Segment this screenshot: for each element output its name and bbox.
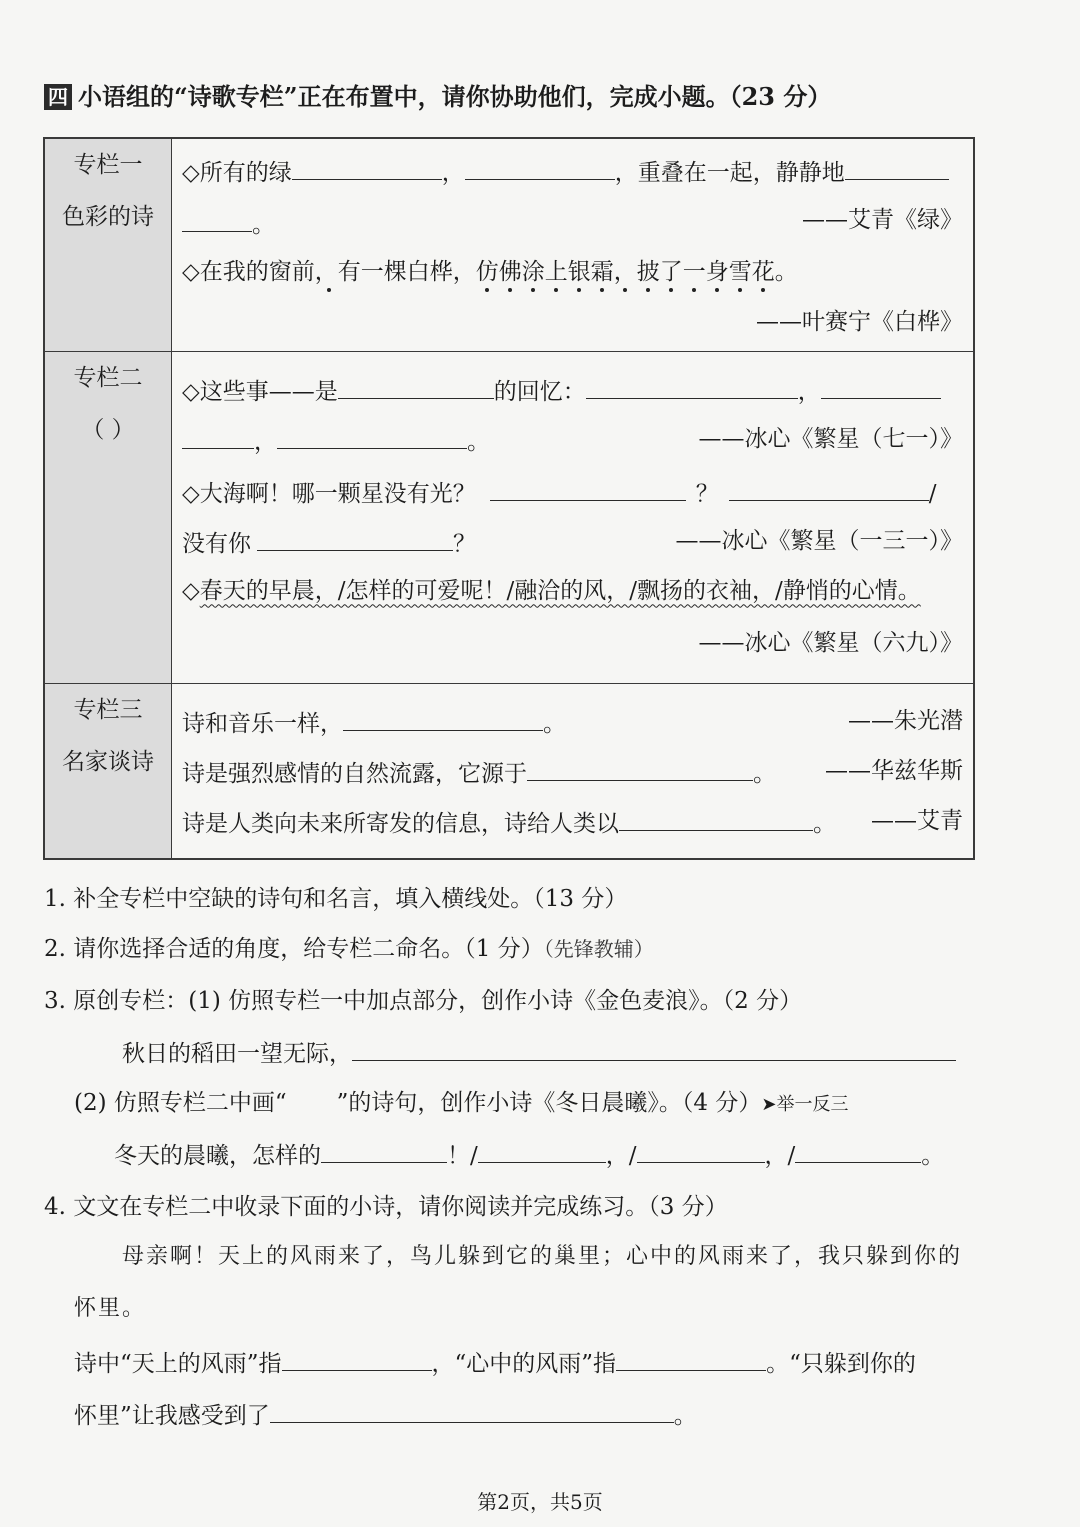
blank-2f[interactable]: [490, 476, 686, 501]
page-number: 第2页，共5页: [477, 1490, 603, 1514]
column-three-content: [172, 683, 975, 859]
birch-poem-line: ◇在我的窗前，有一棵白桦，仿佛涂上银霜，披了一身雪花。: [182, 259, 798, 285]
column-three-subtitle: 名家谈诗: [62, 748, 154, 775]
column-one-label: [44, 138, 172, 351]
stars69-line: ◇春天的早晨，/怎样的可爱呢！/融洽的风，/飘扬的衣袖，/静悄的心情。: [182, 577, 921, 604]
publisher-note: （先锋教辅）: [543, 937, 654, 961]
blank-1b[interactable]: [465, 155, 615, 180]
blank-q3-2b[interactable]: [478, 1138, 606, 1163]
blank-q3-2a[interactable]: [321, 1138, 447, 1163]
blank-2c[interactable]: [821, 374, 941, 399]
blank-2g[interactable]: [729, 476, 929, 501]
blank-2d[interactable]: [182, 424, 254, 449]
column-three-title: 专栏三: [73, 696, 143, 723]
poetry-columns-table: [43, 137, 975, 860]
blank-2h[interactable]: [257, 526, 453, 551]
blank-1c[interactable]: [845, 155, 949, 180]
blank-1d[interactable]: [182, 207, 252, 232]
blank-q3-1[interactable]: [352, 1036, 956, 1061]
section-heading-text: 小语组的“诗歌专栏”正在布置中，请你协助他们，完成小题。（23 分）: [78, 82, 832, 111]
blank-2e[interactable]: [277, 424, 467, 449]
wavy-underlined-verse: 春天的早晨，/怎样的可爱呢！/融洽的风，/飘扬的衣袖，/静悄的心情。: [199, 577, 921, 604]
column-one-title: 专栏一: [73, 152, 143, 178]
blank-3a[interactable]: [343, 706, 543, 731]
column-two-label: [44, 351, 172, 683]
column-two-name-blank[interactable]: （ ）: [81, 416, 135, 443]
question-3: 3. 原创专栏：(1) 仿照专栏一中加点部分，创作小诗《金色麦浪》。（2 分）: [44, 988, 803, 1014]
quote-wordsworth-author: ——华兹华斯: [825, 757, 963, 784]
blank-2b[interactable]: [586, 374, 798, 399]
column-one-row: [44, 138, 974, 351]
blank-3c[interactable]: [619, 806, 813, 831]
blank-2a[interactable]: [338, 374, 494, 399]
question-4-answer-line2: 怀里”让我感受到了 。: [74, 1398, 697, 1431]
quote-aiqing-author: ——艾青: [871, 807, 963, 834]
question-4-answer-line1: 诗中“天上的风雨”指 ，“心中的风雨”指 。“只躲到你的: [74, 1346, 916, 1379]
quote-wordsworth-line: 诗是强烈感情的自然流露，它源于 。: [182, 756, 776, 789]
birch-poem-author: ——叶赛宁《白桦》: [756, 309, 963, 335]
mother-poem-line1: 母亲啊！天上的风雨来了，鸟儿躲到它的巢里；心中的风雨来了，我只躲到你的: [122, 1244, 963, 1269]
practice-arrow-tag: ➤举一反三: [761, 1094, 849, 1115]
blank-q3-2d[interactable]: [795, 1138, 921, 1163]
stars71-author: ——冰心《繁星（七一）》: [698, 425, 963, 452]
question-2: 2. 请你选择合适的角度，给专栏二命名。（1 分）（先锋教辅）: [44, 936, 654, 962]
section-number-badge: 四: [44, 84, 72, 110]
section-heading: [44, 82, 831, 112]
wavy-line-sample: [287, 1088, 337, 1110]
stars69-author: ——冰心《繁星（六九）》: [698, 629, 963, 656]
question-3-2: (2) 仿照专栏二中画“ ”的诗句，创作小诗《冬日晨曦》。（4 分）➤举一反三: [74, 1090, 849, 1116]
green-poem-author: ——艾青《绿》: [802, 207, 963, 233]
mother-poem-line2: 怀里。: [74, 1296, 147, 1321]
blank-q4c[interactable]: [270, 1398, 674, 1423]
stars131-line2: 没有你 ？: [182, 526, 476, 559]
column-two-content: [172, 351, 975, 683]
column-three-row: [44, 683, 974, 859]
stars131-line1: ◇大海啊！哪一颗星没有光？ ？ /: [182, 476, 936, 509]
column-three-label: [44, 683, 172, 859]
column-one-content: [172, 138, 975, 351]
stars131-author: ——冰心《繁星（一三一）》: [675, 527, 963, 554]
column-two-title: 专栏二: [73, 364, 143, 391]
blank-q4b[interactable]: [616, 1346, 766, 1371]
blank-q4a[interactable]: [282, 1346, 432, 1371]
column-two-row: [44, 351, 974, 683]
quote-zhu-line: 诗和音乐一样， 。: [182, 706, 566, 739]
question-3-1-answer-line: 秋日的稻田一望无际，: [122, 1036, 956, 1069]
blank-1a[interactable]: [292, 155, 442, 180]
question-3-2-answer-line: 冬天的晨曦，怎样的 ！/ ，/ ，/ 。: [114, 1138, 944, 1171]
quote-aiqing-line: 诗是人类向未来所寄发的信息，诗给人类以 。: [182, 806, 836, 839]
green-poem-line1: ◇所有的绿 ， ，重叠在一起，静静地: [182, 155, 949, 188]
quote-zhu-author: ——朱光潜: [848, 707, 963, 734]
blank-q3-2c[interactable]: [637, 1138, 765, 1163]
blank-3b[interactable]: [527, 756, 753, 781]
stars71-line1: ◇这些事——是 的回忆： ，: [182, 374, 941, 407]
green-poem-line2: 。: [182, 207, 275, 240]
question-1: 1. 补全专栏中空缺的诗句和名言，填入横线处。（13 分）: [44, 886, 628, 912]
question-4: 4. 文文在专栏二中收录下面的小诗，请你阅读并完成练习。（3 分）: [44, 1194, 728, 1220]
stars71-line2: ， 。: [182, 424, 490, 457]
column-one-subtitle: 色彩的诗: [62, 204, 154, 230]
